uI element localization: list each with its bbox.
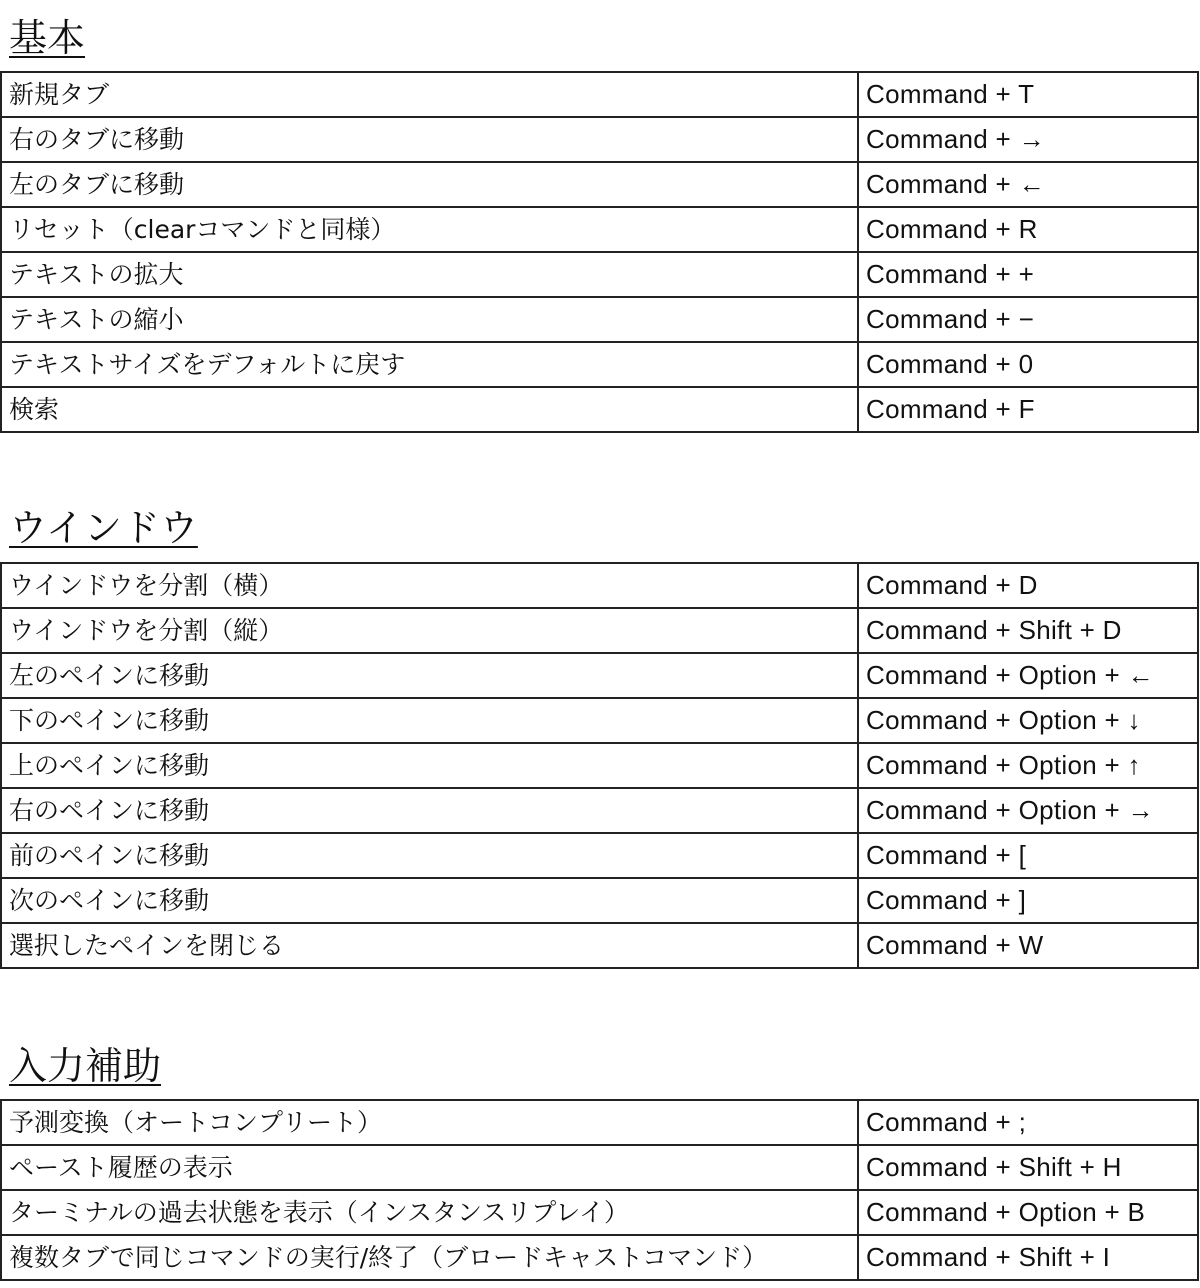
action-cell: ウインドウを分割（縦）: [1, 608, 858, 653]
keys-cell: Command + →: [858, 117, 1198, 162]
section-title: 基本: [9, 16, 86, 60]
action-cell: 複数タブで同じコマンドの実行/終了（ブロードキャストコマンド）: [1, 1235, 858, 1280]
table-row: [1, 923, 1198, 968]
table-row: [1, 297, 1198, 342]
action-cell: ターミナルの過去状態を表示（インスタンスリプレイ）: [1, 1190, 858, 1235]
action-cell: リセット（clearコマンドと同様）: [1, 207, 858, 252]
keys-cell: Command + Option + ↑: [858, 743, 1198, 788]
table-row: [1, 387, 1198, 432]
keys-cell: Command + Option + ←: [858, 653, 1198, 698]
table-row: [1, 653, 1198, 698]
table-row: [1, 1100, 1198, 1145]
action-cell: ウインドウを分割（横）: [1, 563, 858, 608]
action-cell: 上のペインに移動: [1, 743, 858, 788]
action-cell: 左のタブに移動: [1, 162, 858, 207]
keys-cell: Command + W: [858, 923, 1198, 968]
action-cell: 新規タブ: [1, 72, 858, 117]
keys-cell: Command + D: [858, 563, 1198, 608]
keys-cell: Command + Shift + H: [858, 1145, 1198, 1190]
action-cell: 選択したペインを閉じる: [1, 923, 858, 968]
keys-cell: Command + ←: [858, 162, 1198, 207]
shortcut-table: [0, 562, 1199, 969]
shortcut-table: [0, 71, 1199, 433]
keys-cell: Command + F: [858, 387, 1198, 432]
action-cell: 左のペインに移動: [1, 653, 858, 698]
keys-cell: Command + +: [858, 252, 1198, 297]
keys-cell: Command + 0: [858, 342, 1198, 387]
action-cell: 次のペインに移動: [1, 878, 858, 923]
table-row: [1, 117, 1198, 162]
keys-cell: Command + R: [858, 207, 1198, 252]
keys-cell: Command + Shift + I: [858, 1235, 1198, 1280]
table-row: [1, 833, 1198, 878]
action-cell: 下のペインに移動: [1, 698, 858, 743]
table-row: [1, 563, 1198, 608]
action-cell: ペースト履歴の表示: [1, 1145, 858, 1190]
keys-cell: Command + Shift + D: [858, 608, 1198, 653]
table-row: [1, 1145, 1198, 1190]
action-cell: 前のペインに移動: [1, 833, 858, 878]
keys-cell: Command + ;: [858, 1100, 1198, 1145]
table-row: [1, 72, 1198, 117]
keys-cell: Command + Option + ↓: [858, 698, 1198, 743]
table-row: [1, 698, 1198, 743]
action-cell: テキストサイズをデフォルトに戻す: [1, 342, 858, 387]
table-row: [1, 743, 1198, 788]
action-cell: テキストの拡大: [1, 252, 858, 297]
table-row: [1, 788, 1198, 833]
table-row: [1, 162, 1198, 207]
table-row: [1, 878, 1198, 923]
table-row: [1, 342, 1198, 387]
table-row: [1, 1235, 1198, 1280]
action-cell: 予測変換（オートコンプリート）: [1, 1100, 858, 1145]
keys-cell: Command + Option + →: [858, 788, 1198, 833]
table-row: [1, 1190, 1198, 1235]
table-row: [1, 608, 1198, 653]
action-cell: 右のタブに移動: [1, 117, 858, 162]
table-row: [1, 207, 1198, 252]
table-row: [1, 252, 1198, 297]
keys-cell: Command + [: [858, 833, 1198, 878]
action-cell: 検索: [1, 387, 858, 432]
action-cell: テキストの縮小: [1, 297, 858, 342]
section-title: ウインドウ: [9, 506, 198, 550]
action-cell: 右のペインに移動: [1, 788, 858, 833]
shortcut-table: [0, 1099, 1199, 1281]
section-title: 入力補助: [9, 1044, 162, 1088]
keys-cell: Command + −: [858, 297, 1198, 342]
keys-cell: Command + ]: [858, 878, 1198, 923]
keys-cell: Command + T: [858, 72, 1198, 117]
keys-cell: Command + Option + B: [858, 1190, 1198, 1235]
